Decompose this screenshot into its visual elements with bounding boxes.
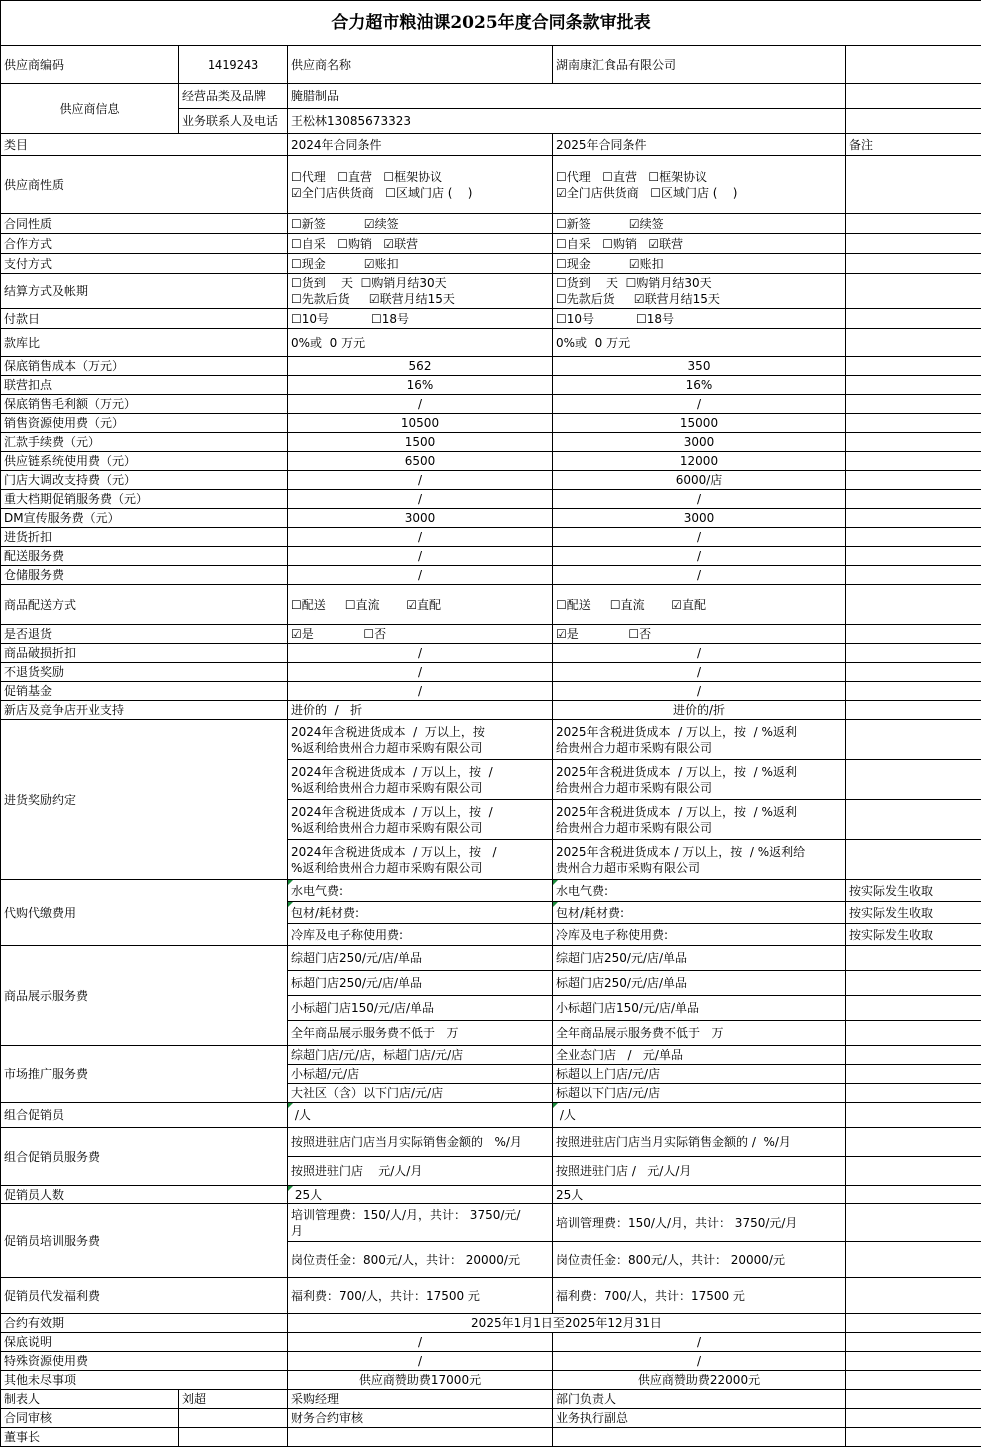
agency-2024: 包材/耗材费:	[288, 902, 553, 924]
return-2024: ☑是 ☐否	[288, 625, 553, 644]
return-label: 是否退货	[1, 625, 288, 644]
remodel-fee-2024: /	[288, 471, 553, 490]
header-2025: 2025年合同条件	[553, 134, 846, 156]
special-2025: /	[553, 1352, 846, 1371]
display-2024: 全年商品展示服务费不低于 万	[288, 1021, 553, 1046]
remark-cell	[846, 395, 981, 414]
agency-label: 代购代缴费用	[1, 880, 288, 946]
market-label: 市场推广服务费	[1, 1046, 288, 1103]
resource-fee-2024: 10500	[288, 414, 553, 433]
remark-cell	[846, 433, 981, 452]
damage-2024: /	[288, 644, 553, 663]
remark-cell	[846, 156, 981, 214]
scm-fee-2024: 6500	[288, 452, 553, 471]
display-label: 商品展示服务费	[1, 946, 288, 1046]
remodel-fee-2025: 6000/店	[553, 471, 846, 490]
welfare-label: 促销员代发福利费	[1, 1278, 288, 1314]
new-store-label: 新店及竞争店开业支持	[1, 701, 288, 720]
remark-cell	[846, 46, 981, 84]
remark-cell	[846, 1128, 981, 1157]
rebate-2024: 2024年含税进货成本 / 万以上，按 / %返利给贵州合力超市采购有限公司	[288, 840, 553, 880]
rebate-2025: 2025年含税进货成本 / 万以上，按 / %返利 给贵州合力超市采购有限公司	[553, 760, 846, 800]
signature-cell	[846, 1409, 981, 1428]
remark-cell	[846, 1242, 981, 1278]
market-2024: 综超门店/元/店，标超门店/元/店	[288, 1046, 553, 1065]
dept-head-label: 部门负责人	[553, 1390, 846, 1409]
purchase-discount-2024: /	[288, 528, 553, 547]
remit-fee-label: 汇款手续费（元）	[1, 433, 288, 452]
promoter-fee-2024: 按照进驻店门店当月实际销售金额的 %/月	[288, 1128, 553, 1157]
training-2025: 培训管理费：150/人/月，共计： 3750/元/月	[553, 1204, 846, 1242]
signature-cell	[846, 1428, 981, 1447]
market-2025: 标超以下门店/元/店	[553, 1084, 846, 1103]
scm-fee-2025: 12000	[553, 452, 846, 471]
promoter-fee-2025: 按照进驻门店 / 元/人/月	[553, 1157, 846, 1186]
delivery-mode-label: 商品配送方式	[1, 585, 288, 625]
remark-cell	[846, 547, 981, 566]
purchase-discount-2025: /	[553, 528, 846, 547]
remark-cell	[846, 1314, 981, 1333]
category-brand: 腌腊制品	[288, 84, 846, 109]
welfare-2024: 福利费：700/人，共计：17500 元	[288, 1278, 553, 1314]
no-return-bonus-label: 不退货奖励	[1, 663, 288, 682]
pay-day-2024: ☐10号 ☐18号	[288, 309, 553, 329]
remark-cell	[846, 471, 981, 490]
promoter-2025: /人	[553, 1103, 846, 1128]
storage-fee-label: 仓储服务费	[1, 566, 288, 585]
remark-cell	[846, 1333, 981, 1352]
supplier-info-label: 供应商信息	[1, 84, 179, 134]
display-2025: 小标超门店150/元/店/单品	[553, 996, 846, 1021]
remark-cell	[846, 996, 981, 1021]
remark-cell	[846, 625, 981, 644]
other-2024: 供应商赞助费17000元	[288, 1371, 553, 1390]
damage-label: 商品破损折扣	[1, 644, 288, 663]
no-return-bonus-2024: /	[288, 663, 553, 682]
market-2025: 标超以上门店/元/店	[553, 1065, 846, 1084]
category-brand-label: 经营品类及品牌	[179, 84, 288, 109]
welfare-2025: 福利费：700/人，共计：17500 元	[553, 1278, 846, 1314]
signature-cell	[179, 1409, 288, 1428]
promoter-2024: /人	[288, 1103, 553, 1128]
other-label: 其他未尽事项	[1, 1371, 288, 1390]
stock-ratio-2024: 0%或 0 万元	[288, 329, 553, 357]
remark-cell	[846, 376, 981, 395]
maker-name: 刘超	[179, 1390, 288, 1409]
remark-cell	[846, 509, 981, 528]
remark-cell	[846, 1084, 981, 1103]
display-2024: 综超门店250/元/店/单品	[288, 946, 553, 971]
min-margin-2025: /	[553, 395, 846, 414]
agency-2024: 冷库及电子称使用费:	[288, 924, 553, 946]
contact-label: 业务联系人及电话	[179, 109, 288, 134]
vice-president-label: 业务执行副总	[553, 1409, 846, 1428]
maker-label: 制表人	[1, 1390, 179, 1409]
damage-2025: /	[553, 644, 846, 663]
promo-fund-label: 促销基金	[1, 682, 288, 701]
settlement-2025: ☐货到 天 ☐购销月结30天 ☐先款后货 ☑联营月结15天	[553, 274, 846, 309]
promoter-label: 组合促销员	[1, 1103, 288, 1128]
guarantee-2025: /	[553, 1333, 846, 1352]
signature-cell	[846, 1390, 981, 1409]
remark-cell	[846, 760, 981, 800]
contact: 王松林13085673323	[288, 109, 846, 134]
agency-remark: 按实际发生收取	[846, 924, 981, 946]
remark-cell	[846, 946, 981, 971]
promo-fee-2024: /	[288, 490, 553, 509]
remark-cell	[846, 663, 981, 682]
remark-cell	[846, 109, 981, 134]
guarantee-2024: /	[288, 1333, 553, 1352]
remark-cell	[846, 1352, 981, 1371]
contract-review-label: 合同审核	[1, 1409, 179, 1428]
remark-cell	[846, 1103, 981, 1128]
payment-2025: ☐现金 ☑账扣	[553, 254, 846, 274]
remark-cell	[846, 1204, 981, 1242]
stock-ratio-2025: 0%或 0 万元	[553, 329, 846, 357]
delivery-mode-2025: ☐配送 ☐直流 ☑直配	[553, 585, 846, 625]
remark-cell	[846, 254, 981, 274]
payment-2024: ☐现金 ☑账扣	[288, 254, 553, 274]
promoter-count-label: 促销员人数	[1, 1186, 288, 1204]
dm-fee-2025: 3000	[553, 509, 846, 528]
promoter-count-2024: 25人	[288, 1186, 553, 1204]
agency-remark: 按实际发生收取	[846, 902, 981, 924]
return-2025: ☑是 ☐否	[553, 625, 846, 644]
coop-mode-2025: ☐自采 ☐购销 ☑联营	[553, 234, 846, 254]
training-2024: 岗位责任金：800元/人，共计： 20000/元	[288, 1242, 553, 1278]
storage-fee-2024: /	[288, 566, 553, 585]
remark-cell	[846, 585, 981, 625]
market-2025: 全业态门店 / 元/单品	[553, 1046, 846, 1065]
remit-fee-2024: 1500	[288, 433, 553, 452]
stock-ratio-label: 款库比	[1, 329, 288, 357]
promoter-fee-label: 组合促销员服务费	[1, 1128, 288, 1186]
settlement-label: 结算方式及帐期	[1, 274, 288, 309]
supplier-code: 1419243	[179, 46, 288, 84]
header-item: 类目	[1, 134, 288, 156]
remark-cell	[846, 644, 981, 663]
purchase-manager-label: 采购经理	[288, 1390, 553, 1409]
remark-cell	[846, 452, 981, 471]
resource-fee-label: 销售资源使用费（元）	[1, 414, 288, 433]
delivery-fee-2025: /	[553, 547, 846, 566]
coop-mode-label: 合作方式	[1, 234, 288, 254]
settlement-2024: ☐货到 天 ☐购销月结30天 ☐先款后货 ☑联营月结15天	[288, 274, 553, 309]
remark-cell	[846, 800, 981, 840]
remark-cell	[846, 1046, 981, 1065]
min-margin-2024: /	[288, 395, 553, 414]
storage-fee-2025: /	[553, 566, 846, 585]
contract-type-2025: ☐新签 ☑续签	[553, 214, 846, 234]
agency-remark: 按实际发生收取	[846, 880, 981, 902]
training-2024: 培训管理费：150/人/月，共计： 3750/元/ 月	[288, 1204, 553, 1242]
remark-cell	[846, 840, 981, 880]
rebate-2025: 2025年含税进货成本 / 万以上，按 / %返利 给贵州合力超市采购有限公司	[553, 720, 846, 760]
contract-type-2024: ☐新签 ☑续签	[288, 214, 553, 234]
special-2024: /	[288, 1352, 553, 1371]
remark-cell	[846, 971, 981, 996]
min-cost-2024: 562	[288, 357, 553, 376]
new-store-2025: 进价的/折	[553, 701, 846, 720]
payment-label: 支付方式	[1, 254, 288, 274]
finance-review-label: 财务合约审核	[288, 1409, 553, 1428]
deduct-label: 联营扣点	[1, 376, 288, 395]
delivery-mode-2024: ☐配送 ☐直流 ☑直配	[288, 585, 553, 625]
display-2025: 标超门店250/元/店/单品	[553, 971, 846, 996]
display-2025: 全年商品展示服务费不低于 万	[553, 1021, 846, 1046]
delivery-fee-2024: /	[288, 547, 553, 566]
market-2024: 小标超/元/店	[288, 1065, 553, 1084]
remark-cell	[846, 1065, 981, 1084]
guarantee-label: 保底说明	[1, 1333, 288, 1352]
agency-2025: 包材/耗材费:	[553, 902, 846, 924]
min-margin-label: 保底销售毛利额（万元）	[1, 395, 288, 414]
no-return-bonus-2025: /	[553, 663, 846, 682]
validity-label: 合约有效期	[1, 1314, 288, 1333]
resource-fee-2025: 15000	[553, 414, 846, 433]
agency-2025: 冷库及电子称使用费:	[553, 924, 846, 946]
pay-day-2025: ☐10号 ☐18号	[553, 309, 846, 329]
remark-cell	[846, 1186, 981, 1204]
coop-mode-2024: ☐自采 ☐购销 ☑联营	[288, 234, 553, 254]
rebate-label: 进货奖励约定	[1, 720, 288, 880]
remark-cell	[846, 1278, 981, 1314]
display-2024: 标超门店250/元/店/单品	[288, 971, 553, 996]
dm-fee-label: DM宣传服务费（元）	[1, 509, 288, 528]
dm-fee-2024: 3000	[288, 509, 553, 528]
contract-type-label: 合同性质	[1, 214, 288, 234]
remark-cell	[846, 1021, 981, 1046]
rebate-2024: 2024年含税进货成本 / 万以上，按 / %返利给贵州合力超市采购有限公司	[288, 760, 553, 800]
signature-cell	[179, 1428, 288, 1447]
remark-cell	[846, 309, 981, 329]
supplier-code-label: 供应商编码	[1, 46, 179, 84]
deduct-2025: 16%	[553, 376, 846, 395]
min-cost-2025: 350	[553, 357, 846, 376]
remark-cell	[846, 414, 981, 433]
agency-2024: 水电气费:	[288, 880, 553, 902]
remark-cell	[846, 214, 981, 234]
remark-cell	[846, 84, 981, 109]
nature-2024: ☐代理 ☐直营 ☐框架协议 ☑全门店供货商 ☐区域门店 ( )	[288, 156, 553, 214]
purchase-discount-label: 进货折扣	[1, 528, 288, 547]
remark-cell	[846, 701, 981, 720]
validity-value: 2025年1月1日至2025年12月31日	[288, 1314, 846, 1333]
other-2025: 供应商赞助费22000元	[553, 1371, 846, 1390]
nature-label: 供应商性质	[1, 156, 288, 214]
agency-2025: 水电气费:	[553, 880, 846, 902]
remark-cell	[846, 234, 981, 254]
special-label: 特殊资源使用费	[1, 1352, 288, 1371]
remark-cell	[846, 357, 981, 376]
delivery-fee-label: 配送服务费	[1, 547, 288, 566]
training-2025: 岗位责任金：800元/人，共计： 20000/元	[553, 1242, 846, 1278]
remark-cell	[846, 274, 981, 309]
promo-fee-2025: /	[553, 490, 846, 509]
remark-cell	[846, 566, 981, 585]
min-cost-label: 保底销售成本（万元）	[1, 357, 288, 376]
promoter-fee-2024: 按照进驻门店 元/人/月	[288, 1157, 553, 1186]
remark-cell	[846, 682, 981, 701]
remark-cell	[846, 490, 981, 509]
rebate-2025: 2025年含税进货成本 / 万以上，按 / %返利给 贵州合力超市采购有限公司	[553, 840, 846, 880]
promo-fund-2024: /	[288, 682, 553, 701]
remodel-fee-label: 门店大调改支持费（元）	[1, 471, 288, 490]
market-2024: 大社区（含）以下门店/元/店	[288, 1084, 553, 1103]
chairman-label: 董事长	[1, 1428, 179, 1447]
deduct-2024: 16%	[288, 376, 553, 395]
rebate-2024: 2024年含税进货成本 / 万以上，按 %返利给贵州合力超市采购有限公司	[288, 720, 553, 760]
scm-fee-label: 供应链系统使用费（元）	[1, 452, 288, 471]
signature-cell	[553, 1428, 846, 1447]
promoter-fee-2025: 按照进驻店门店当月实际销售金额的 / %/月	[553, 1128, 846, 1157]
training-label: 促销员培训服务费	[1, 1204, 288, 1278]
rebate-2024: 2024年含税进货成本 / 万以上，按 / %返利给贵州合力超市采购有限公司	[288, 800, 553, 840]
promo-fee-label: 重大档期促销服务费（元）	[1, 490, 288, 509]
display-2025: 综超门店250/元/店/单品	[553, 946, 846, 971]
promoter-count-2025: 25人	[553, 1186, 846, 1204]
supplier-name: 湖南康汇食品有限公司	[553, 46, 846, 84]
supplier-name-label: 供应商名称	[288, 46, 553, 84]
promo-fund-2025: /	[553, 682, 846, 701]
new-store-2024: 进价的 / 折	[288, 701, 553, 720]
nature-2025: ☐代理 ☐直营 ☐框架协议 ☑全门店供货商 ☐区域门店 ( )	[553, 156, 846, 214]
display-2024: 小标超门店150/元/店/单品	[288, 996, 553, 1021]
signature-cell	[288, 1428, 553, 1447]
pay-day-label: 付款日	[1, 309, 288, 329]
remark-cell	[846, 528, 981, 547]
header-2024: 2024年合同条件	[288, 134, 553, 156]
remark-cell	[846, 1157, 981, 1186]
page-title: 合力超市粮油课2025年度合同条款审批表	[1, 1, 981, 46]
rebate-2025: 2025年含税进货成本 / 万以上，按 / %返利 给贵州合力超市采购有限公司	[553, 800, 846, 840]
header-remark: 备注	[846, 134, 981, 156]
remit-fee-2025: 3000	[553, 433, 846, 452]
remark-cell	[846, 720, 981, 760]
remark-cell	[846, 329, 981, 357]
remark-cell	[846, 1371, 981, 1390]
